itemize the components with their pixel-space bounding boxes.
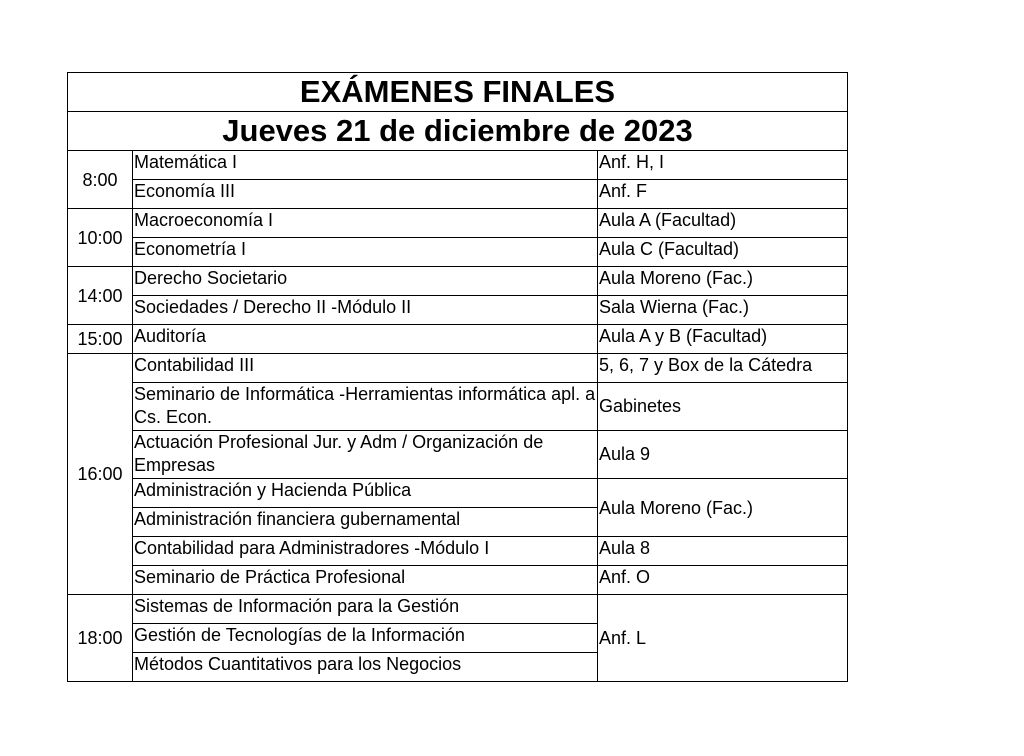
- subject-cell: Sociedades / Derecho II -Módulo II: [133, 296, 598, 325]
- room-cell: Aula Moreno (Fac.): [598, 479, 848, 537]
- room-cell: Aula 8: [598, 537, 848, 566]
- subject-cell: Derecho Societario: [133, 267, 598, 296]
- time-cell: 16:00: [68, 354, 133, 595]
- subject-cell: Economía III: [133, 180, 598, 209]
- subject-cell: Administración financiera gubernamental: [133, 508, 598, 537]
- subject-cell: Contabilidad III: [133, 354, 598, 383]
- exam-schedule-table: [67, 72, 848, 682]
- room-cell: Aula 9: [598, 431, 848, 479]
- table-row: [68, 354, 848, 383]
- time-cell: 14:00: [68, 267, 133, 325]
- room-cell: Aula C (Facultad): [598, 238, 848, 267]
- room-cell: Gabinetes: [598, 383, 848, 431]
- subject-cell: Seminario de Informática -Herramientas informática apl. a Cs. Econ.: [133, 383, 598, 431]
- subject-cell: Actuación Profesional Jur. y Adm / Organización de Empresas: [133, 431, 598, 479]
- table-row: [68, 151, 848, 180]
- subject-cell: Métodos Cuantitativos para los Negocios: [133, 653, 598, 682]
- subject-cell: Contabilidad para Administradores -Módulo I: [133, 537, 598, 566]
- subject-cell: Macroeconomía I: [133, 209, 598, 238]
- table-row: [68, 566, 848, 595]
- room-cell: Sala Wierna (Fac.): [598, 296, 848, 325]
- table-row: [68, 537, 848, 566]
- table-row: [68, 238, 848, 267]
- room-cell: Aula A y B (Facultad): [598, 325, 848, 354]
- room-cell: Aula A (Facultad): [598, 209, 848, 238]
- table-row: [68, 383, 848, 431]
- table-row: [68, 431, 848, 479]
- table-row: [68, 325, 848, 354]
- subject-cell: Matemática I: [133, 151, 598, 180]
- time-cell: 10:00: [68, 209, 133, 267]
- time-cell: 18:00: [68, 595, 133, 682]
- subject-cell: Auditoría: [133, 325, 598, 354]
- sheet-date-cell: [68, 112, 848, 151]
- table-row: [68, 180, 848, 209]
- time-cell: 8:00: [68, 151, 133, 209]
- room-cell: 5, 6, 7 y Box de la Cátedra: [598, 354, 848, 383]
- room-cell: Anf. O: [598, 566, 848, 595]
- table-row: [68, 267, 848, 296]
- room-cell: Anf. H, I: [598, 151, 848, 180]
- sheet-title-cell: [68, 73, 848, 112]
- subject-cell: Econometría I: [133, 238, 598, 267]
- subject-cell: Sistemas de Información para la Gestión: [133, 595, 598, 624]
- room-cell: Anf. L: [598, 595, 848, 682]
- sheet-title: EXÁMENES FINALES: [299, 74, 616, 109]
- table-row: [68, 209, 848, 238]
- table-row: [68, 479, 848, 508]
- exam-schedule-sheet: [67, 72, 847, 682]
- subject-cell: Administración y Hacienda Pública: [133, 479, 598, 508]
- room-cell: Anf. F: [598, 180, 848, 209]
- subject-cell: Seminario de Práctica Profesional: [133, 566, 598, 595]
- subject-cell: Gestión de Tecnologías de la Información: [133, 624, 598, 653]
- table-row: [68, 595, 848, 624]
- room-cell: Aula Moreno (Fac.): [598, 267, 848, 296]
- time-cell: 15:00: [68, 325, 133, 354]
- table-row: [68, 296, 848, 325]
- sheet-date: Jueves 21 de diciembre de 2023: [222, 113, 693, 148]
